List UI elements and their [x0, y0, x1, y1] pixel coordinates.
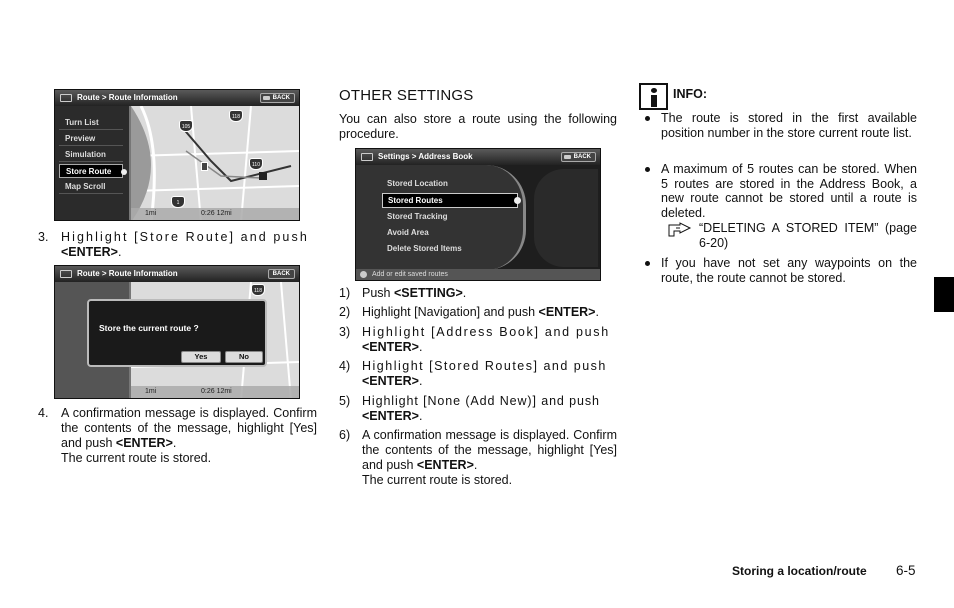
bullet-dot	[645, 116, 650, 121]
page-number: 6-5	[896, 563, 916, 578]
route-menu	[55, 106, 131, 220]
step-text: A confirmation message is displayed. Confirm the contents of the message, highlight [Yes] and push <ENTER>. The current route is stored.	[61, 406, 317, 465]
step-3-mid	[339, 325, 617, 355]
step-2	[339, 305, 617, 321]
distance-label: 0:26 12mi	[201, 210, 232, 217]
footer-section: Storing a location/route	[732, 564, 867, 578]
step-number: 3)	[339, 325, 351, 339]
step-text: Highlight [Store Route] and push <ENTER>.	[61, 230, 309, 259]
screen-header: Settings > Address Book	[356, 149, 600, 165]
cross-reference[interactable]: “DELETING A STORED ITEM” (page 6-20)	[699, 221, 917, 250]
dialog-message: Store the current route ?	[99, 323, 199, 333]
reference-icon	[668, 222, 692, 238]
map-area	[131, 106, 300, 221]
screenshot-address-book	[355, 148, 601, 281]
step-4	[38, 406, 317, 470]
menu-item-map-scroll[interactable]: Map Scroll	[59, 180, 123, 194]
highway-shield-icon: 1	[171, 196, 185, 208]
highway-shield-icon: 118	[251, 284, 265, 296]
info-icon	[360, 271, 367, 278]
step-number: 3.	[38, 230, 49, 244]
bullet-text: If you have not set any waypoints on the route, the route cannot be stored.	[661, 256, 917, 285]
bullet-dot	[645, 261, 650, 266]
info-label: INFO:	[673, 87, 708, 101]
help-status-bar	[356, 269, 600, 280]
info-bullet	[639, 162, 917, 222]
menu-item-store-route[interactable]: Store Route	[59, 164, 123, 178]
section-title: OTHER SETTINGS	[339, 87, 474, 104]
screen-header: Route > Route Information	[55, 266, 299, 282]
distance-label: 0:26 12mi	[201, 388, 232, 395]
right-panel	[534, 169, 598, 267]
back-button[interactable]: BACK	[561, 152, 596, 162]
screen-header: Route > Route Information	[55, 90, 299, 106]
step-text: Push <SETTING>.	[362, 286, 467, 300]
confirmation-dialog	[87, 299, 267, 367]
no-button[interactable]: No	[225, 351, 263, 363]
menu-item-preview[interactable]: Preview	[59, 132, 123, 146]
step-text: Highlight [Navigation] and push <ENTER>.	[362, 305, 599, 319]
chapter-tab	[934, 277, 954, 312]
step-text: Highlight [Address Book] and push <ENTER>.	[362, 325, 610, 354]
step-6-mid	[339, 428, 617, 492]
bullet-dot	[645, 167, 650, 172]
step-text: Highlight [None (Add New)] and push <ENTER>.	[362, 394, 600, 423]
step-5-mid	[339, 394, 617, 424]
step-number: 5)	[339, 394, 351, 408]
scale-label: 1mi	[145, 210, 157, 217]
step-number: 4)	[339, 359, 351, 373]
step-4-mid	[339, 359, 617, 389]
scale-label: 1mi	[145, 388, 157, 395]
map-status-bar	[131, 386, 299, 398]
menu-item-stored-routes[interactable]: Stored Routes	[382, 193, 518, 208]
screenshot-store-confirmation	[54, 265, 300, 399]
menu-icon	[60, 270, 72, 278]
back-button[interactable]: BACK	[268, 269, 295, 279]
menu-item-turn-list[interactable]: Turn List	[59, 116, 123, 130]
info-bullet	[639, 256, 917, 288]
step-text: A confirmation message is displayed. Confirm the contents of the message, highlight [Yes] and push <ENTER>. The current route is stored.	[362, 428, 617, 487]
menu-item-simulation[interactable]: Simulation	[59, 148, 123, 162]
settings-menu	[356, 165, 526, 270]
highway-shield-icon: 110	[249, 158, 263, 170]
step-number: 1)	[339, 286, 351, 300]
waypoint-icon	[201, 162, 208, 171]
yes-button[interactable]: Yes	[181, 351, 221, 363]
menu-icon	[361, 153, 373, 161]
highway-shield-icon: 118	[229, 110, 243, 122]
bullet-text: A maximum of 5 routes can be stored. When 5 routes are stored in the Address Book, a new route cannot be stored until a route is deleted.	[661, 162, 917, 220]
step-3	[38, 230, 317, 260]
flag-icon	[259, 172, 267, 180]
intro-text: You can also store a route using the following procedure.	[339, 112, 617, 141]
step-number: 4.	[38, 406, 49, 420]
help-text: Add or edit saved routes	[372, 271, 448, 278]
back-button[interactable]: BACK	[260, 93, 295, 103]
menu-item-stored-tracking[interactable]: Stored Tracking	[387, 212, 448, 221]
map-roads	[131, 106, 300, 221]
highway-shield-icon: 105	[179, 120, 193, 132]
menu-item-delete-stored-items[interactable]: Delete Stored Items	[387, 244, 462, 253]
selection-dot-icon	[121, 169, 127, 175]
step-1	[339, 286, 617, 302]
map-status-bar	[131, 208, 299, 220]
info-icon	[639, 83, 668, 110]
selection-dot-icon	[514, 197, 521, 204]
step-text: Highlight [Stored Routes] and push <ENTER>.	[362, 359, 607, 388]
menu-item-stored-location[interactable]: Stored Location	[387, 179, 448, 188]
menu-icon	[60, 94, 72, 102]
step-number: 2)	[339, 305, 351, 319]
info-bullet	[639, 111, 917, 157]
step-number: 6)	[339, 428, 351, 442]
bullet-text: The route is stored in the first available position number in the store current route list.	[661, 111, 917, 140]
screenshot-route-information	[54, 89, 300, 221]
menu-item-avoid-area[interactable]: Avoid Area	[387, 228, 429, 237]
